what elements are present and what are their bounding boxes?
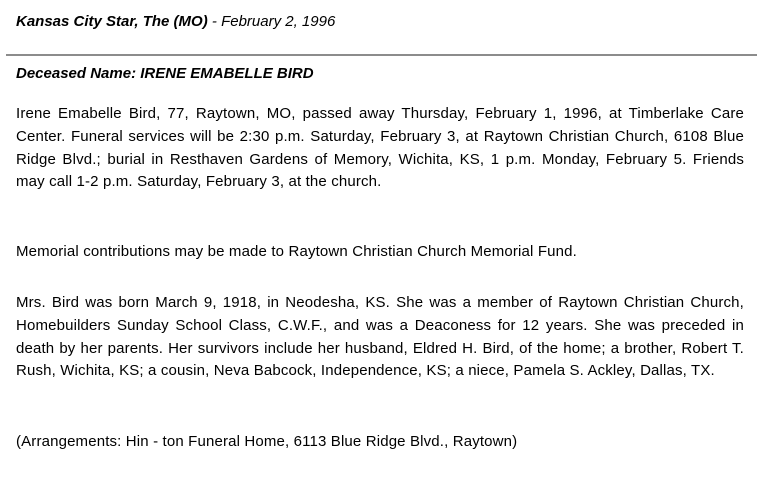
header-divider: [6, 54, 757, 56]
deceased-label: Deceased Name:: [16, 65, 141, 82]
publication-name: Kansas City Star, The (MO): [16, 13, 208, 30]
deceased-name: IRENE EMABELLE BIRD: [140, 65, 314, 82]
article-header: [16, 13, 335, 30]
header-separator: -: [207, 13, 222, 30]
obituary-paragraph-memorial: Memorial contributions may be made to Raytown Christian Church Memorial Fund.: [16, 243, 577, 260]
publication-date: February 2, 1996: [221, 13, 336, 30]
obituary-paragraph-biography: Mrs. Bird was born March 9, 1918, in Neodesha, KS. She was a member of Raytown Christian Church, Homebuilders Sunday School Class, C.W.F., and was a Deaconess for 12 years. She was preceded in death by her parents. Her survivors include her husband, Eldred H. Bird, of the home; a brother, Robert T. Rush, Wichita, KS; a cousin, Neva Babcock, Independence, KS; a niece, Pamela S. Ackley, Dallas, TX.: [16, 294, 744, 380]
obituary-paragraph-arrangements: (Arrangements: Hin - ton Funeral Home, 6113 Blue Ridge Blvd., Raytown): [16, 433, 518, 450]
obituary-paragraph-services: Irene Emabelle Bird, 77, Raytown, MO, passed away Thursday, February 1, 1996, at Timberlake Care Center. Funeral services will be 2:30 p.m. Saturday, February 3, at Raytown Christian Church, 6108 Blue Ridge Blvd.; burial in Resthaven Gardens of Memory, Wichita, KS, 1 p.m. Monday, February 5. Friends may call 1-2 p.m. Saturday, February 3, at the church.: [16, 105, 744, 191]
deceased-heading: [16, 65, 314, 82]
